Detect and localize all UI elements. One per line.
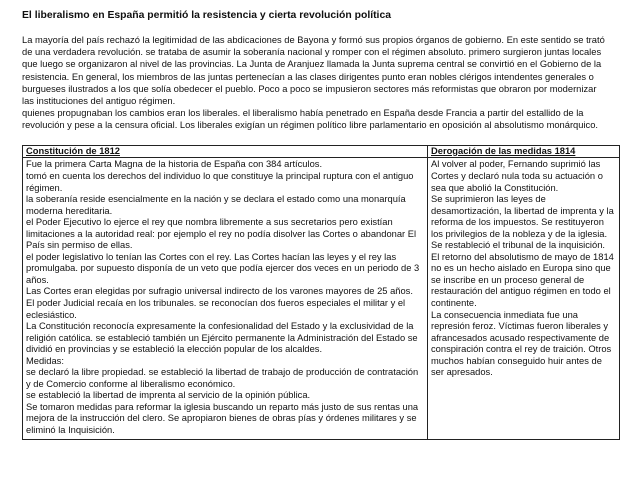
table-header-cell <box>428 145 620 158</box>
list-item: se estableció la libertad de imprenta al servicio de la opinión pública. <box>26 390 311 401</box>
list-item: Las Cortes eran elegidas por sufragio universal indirecto de los varones mayores de 25 años. <box>26 286 413 297</box>
list-item: El retorno del absolutismo de mayo de 1814 no es un hecho aislado en Europa sino que se inscribe en un proceso general de restauración del antiguo régimen en todo el continente. <box>431 251 614 308</box>
list-item: el poder legislativo lo tenían las Cortes con el rey. Las Cortes hacían las leyes y el rey las promulgaba. por supuesto disponía de un veto que podía ejercer dos veces en un periodo de 3 años. <box>26 251 420 285</box>
list-item: Al volver al poder, Fernando suprimió las Cortes y declaró nula toda su actuación o sea que abolió la Constitución. <box>431 159 603 193</box>
constitucion-cell <box>23 158 428 439</box>
table-header-cell <box>23 145 428 158</box>
comparison-table <box>22 145 620 440</box>
intro-section <box>22 34 608 132</box>
list-item: El poder Judicial recaía en los tribunales. se reconocían dos fueros especiales el militar y el eclesiástico. <box>26 297 406 320</box>
table-header-row <box>23 145 620 158</box>
intro-paragraph: quienes propugnaban los cambios eran los liberales. el liberalismo había penetrado en España desde Francia a partir del estallido de la revolución y pese a la censura oficial. Los liberales exigían un régimen político libre parlamentario en oposición al absolutismo monárquico. <box>22 108 598 131</box>
list-item: Fue la primera Carta Magna de la historia de España con 384 artículos. <box>26 159 323 170</box>
list-item: se declaró la libre propiedad. se estableció la libertad de trabajo de producción de contratación y de Comercio conforme al liberalismo económico. <box>26 367 419 389</box>
list-item: el Poder Ejecutivo lo ejerce el rey que nombra libremente a sus secretarios pero existían limitaciones a la autoridad real: por ejemplo el rey no podía disolver las Cortes o abandonar El País sin permiso de ellas. <box>26 217 417 251</box>
header-constitucion-1812: Constitución de 1812 <box>26 145 120 156</box>
list-item: La consecuencia inmediata fue una represión feroz. Víctimas fueron liberales y afrancesados acusado respectivamente de conspiración contra el rey de traición. Otros muchos habían conseguido huir antes de ser apresados. <box>431 309 612 378</box>
list-item: Medidas: <box>26 355 64 366</box>
header-derogacion-1814: Derogación de las medidas 1814 <box>431 145 576 156</box>
list-item: Se suprimieron las leyes de desamortización, la libertad de imprenta y la reforma de los impuestos. Se restituyeron los privilegios de la nobleza y de la iglesia. <box>431 194 614 239</box>
intro-paragraph: La mayoría del país rechazó la legitimidad de las abdicaciones de Bayona y formó sus propios órganos de gobierno. En este sentido se trató de una verdadera revolución. se trataba de asumir la soberanía nacional y romper con el régimen absoluto. primero surgieron juntas locales que luego se organizaron al nivel de las provincias. La Junta de Aranjuez llamada la Junta suprema central se convirtió en el Gobierno de la resistencia. En general, los miembros de las juntas pertenecían a las clases dirigentes punto eran nobles clérigos intendentes generales o burgueses ilustrados a los que solía obedecer el pueblo. Poco a poco se impusieron sectores más reformistas que obraron por modernizar las instituciones del antiguo régimen. <box>22 35 605 107</box>
list-item: La Constitución reconocía expresamente la confesionalidad del Estado y la exclusividad de la religión católica. se estableció también un Ejército permanente la Administración del Estado se dividió en provincias y se estableció la elección popular de los alcaldes. <box>26 321 418 355</box>
list-item: Se restableció el tribunal de la inquisición. <box>431 240 605 251</box>
list-item: tomó en cuenta los derechos del individuo lo que constituye la principal ruptura con el antiguo régimen. <box>26 170 414 193</box>
list-item: Se tomaron medidas para reformar la iglesia buscando un reparto más justo de sus rentas una mejora de la instrucción del clero. Se apropiaron bienes de obras pías y órdenes militares y se eliminó la Inquisición. <box>26 401 419 435</box>
document-title: El liberalismo en España permitió la resistencia y cierta revolución política <box>22 10 392 21</box>
list-item: la soberanía reside esencialmente en la nación y se declara el estado como una monarquía moderna hereditaria. <box>26 194 406 216</box>
document-page <box>22 9 614 440</box>
derogacion-cell <box>428 158 620 439</box>
table-row <box>23 158 620 439</box>
